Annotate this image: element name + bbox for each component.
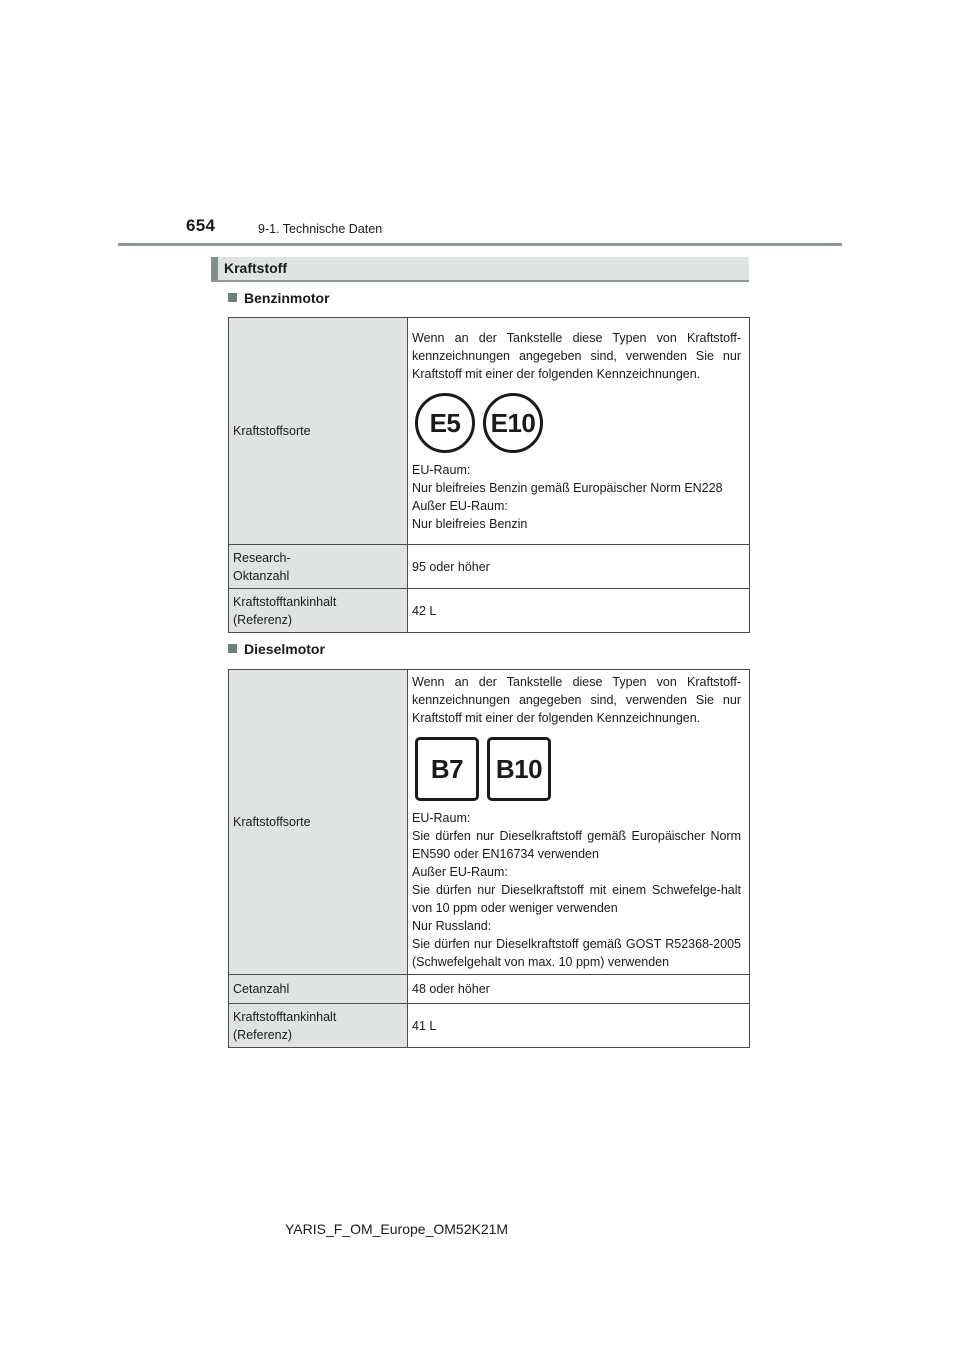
region-text: Nur bleifreies Benzin gemäß Europäischer Norm EN228 (412, 481, 723, 495)
fuel-type-label: Kraftstoffsorte (229, 670, 408, 975)
section-accent (211, 257, 218, 280)
fuel-type-value (408, 670, 750, 975)
tank-capacity-label: Kraftstofftankinhalt (Referenz) (229, 589, 408, 633)
region-label: Nur Russland: (412, 919, 492, 933)
octane-value: 95 oder höher (408, 545, 750, 589)
table-row (229, 318, 750, 545)
b10-fuel-label-icon: B10 (487, 737, 551, 801)
section-header (211, 257, 749, 282)
cetane-value: 48 oder höher (408, 975, 750, 1004)
diesel-spec-table (228, 669, 750, 1048)
document-id: YARIS_F_OM_Europe_OM52K21M (285, 1221, 509, 1237)
b7-fuel-label-icon: B7 (415, 737, 479, 801)
fuel-type-label: Kraftstoffsorte (229, 318, 408, 545)
diesel-heading (228, 641, 325, 657)
fuel-type-intro: Wenn an der Tankstelle diese Typen von Kraftstoff-kennzeichnungen angegeben sind, verwenden Sie nur Kraftstoff mit einer der folgenden Kennzeichnungen. (412, 675, 741, 725)
fuel-type-intro: Wenn an der Tankstelle diese Typen von Kraftstoff-kennzeichnungen angegeben sind, verwenden Sie nur Kraftstoff mit einer der folgenden Kennzeichnungen. (412, 331, 741, 381)
diesel-heading-text: Dieselmotor (244, 641, 325, 657)
octane-label: Research- Oktanzahl (229, 545, 408, 589)
region-text: Sie dürfen nur Dieselkraftstoff gemäß Europäischer Norm EN590 oder EN16734 verwenden (412, 829, 741, 861)
region-label: EU-Raum: (412, 811, 471, 825)
table-row (229, 975, 750, 1004)
table-row (229, 670, 750, 975)
table-row (229, 589, 750, 633)
region-label: EU-Raum: (412, 463, 471, 477)
square-bullet-icon (228, 644, 237, 653)
e5-fuel-label-icon: E5 (415, 393, 475, 453)
benzin-spec-table (228, 317, 750, 633)
region-label: Außer EU-Raum: (412, 865, 508, 879)
benzin-heading-text: Benzinmotor (244, 290, 330, 306)
chapter-title: 9-1. Technische Daten (258, 222, 383, 236)
cetane-label: Cetanzahl (229, 975, 408, 1004)
table-row (229, 545, 750, 589)
tank-capacity-value: 41 L (408, 1004, 750, 1048)
e10-fuel-label-icon: E10 (483, 393, 543, 453)
benzin-heading (228, 290, 330, 306)
region-label: Außer EU-Raum: (412, 499, 508, 513)
section-title: Kraftstoff (224, 260, 287, 276)
page-number: 654 (186, 216, 216, 235)
region-text: Sie dürfen nur Dieselkraftstoff gemäß GOST R52368-2005 (Schwefelgehalt von max. 10 ppm) verwenden (412, 937, 741, 969)
fuel-marks (415, 737, 741, 801)
region-text: Sie dürfen nur Dieselkraftstoff mit einem Schwefelge-halt von 10 ppm oder weniger verwenden (412, 883, 741, 915)
fuel-marks (415, 393, 741, 453)
square-bullet-icon (228, 293, 237, 302)
header-rule (118, 243, 842, 246)
fuel-type-value (408, 318, 750, 545)
region-text: Nur bleifreies Benzin (412, 517, 528, 531)
table-row (229, 1004, 750, 1048)
tank-capacity-value: 42 L (408, 589, 750, 633)
tank-capacity-label: Kraftstofftankinhalt (Referenz) (229, 1004, 408, 1048)
